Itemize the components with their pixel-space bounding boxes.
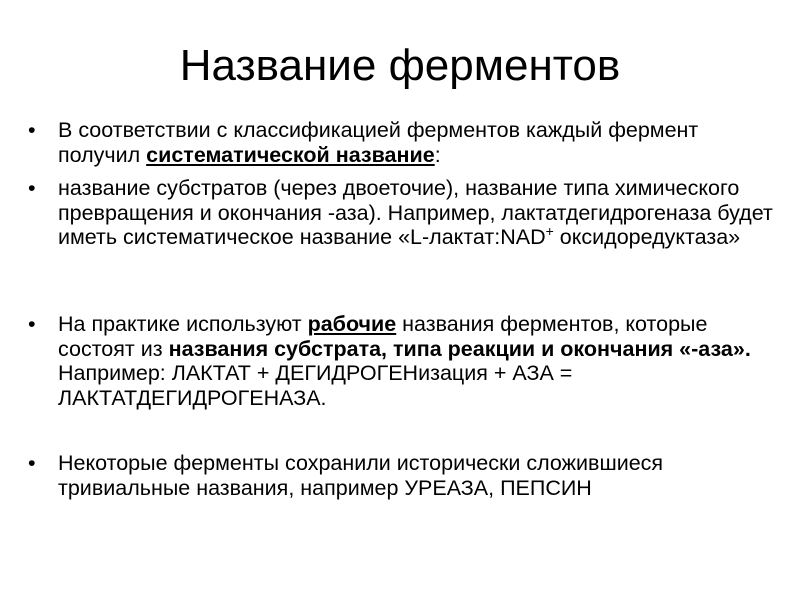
superscript-plus: +: [545, 223, 554, 239]
bullet-4-text: Некоторые ферменты сохранили исторически сложившиеся тривиальные названия, например УРЕАЗА, ПЕПСИН: [58, 451, 664, 500]
bullet-marker: •: [28, 312, 36, 336]
bullet-3-text-lowercase: изация: [418, 361, 488, 385]
bullet-item-3: [28, 312, 778, 410]
bullet-3-text-post: Например: ЛАКТАТ + ДЕГИДРОГЕН: [58, 361, 419, 385]
bullet-2-text-end: оксидоредуктаза»: [553, 225, 741, 249]
working-name-term: рабочие: [307, 312, 397, 336]
systematic-name-term: систематической название: [146, 142, 435, 167]
bullet-3-text-end: + АЗА = ЛАКТАТДЕГИДРОГЕНАЗА.: [58, 361, 573, 410]
bullet-3-text-mid: названия ферментов, которые состоят из: [58, 312, 708, 361]
bullet-marker: •: [28, 118, 36, 142]
bullet-1-text-post: :: [434, 142, 441, 167]
bullet-item-4: [28, 451, 778, 500]
bullet-3-text-pre: На практике используют: [58, 312, 308, 336]
naming-rule-bold: названия субстрата, типа реакции и окончания «-аза».: [168, 336, 751, 361]
bullet-1-text-pre: В соответствии с классификацией ферментов каждый фермент получил: [58, 118, 699, 167]
bullet-marker: •: [28, 176, 36, 200]
bullet-marker: •: [28, 451, 36, 475]
bullet-2-text: название субстратов (через двоеточие), название типа химического превращения и окончания -аза). Например, лактатдегидрогеназа будет иметь систематическое название «L-лактат:NAD: [58, 176, 773, 249]
bullet-item-1: [28, 118, 778, 167]
slide-title: Название ферментов: [179, 41, 621, 90]
bullet-item-2: [28, 176, 778, 250]
